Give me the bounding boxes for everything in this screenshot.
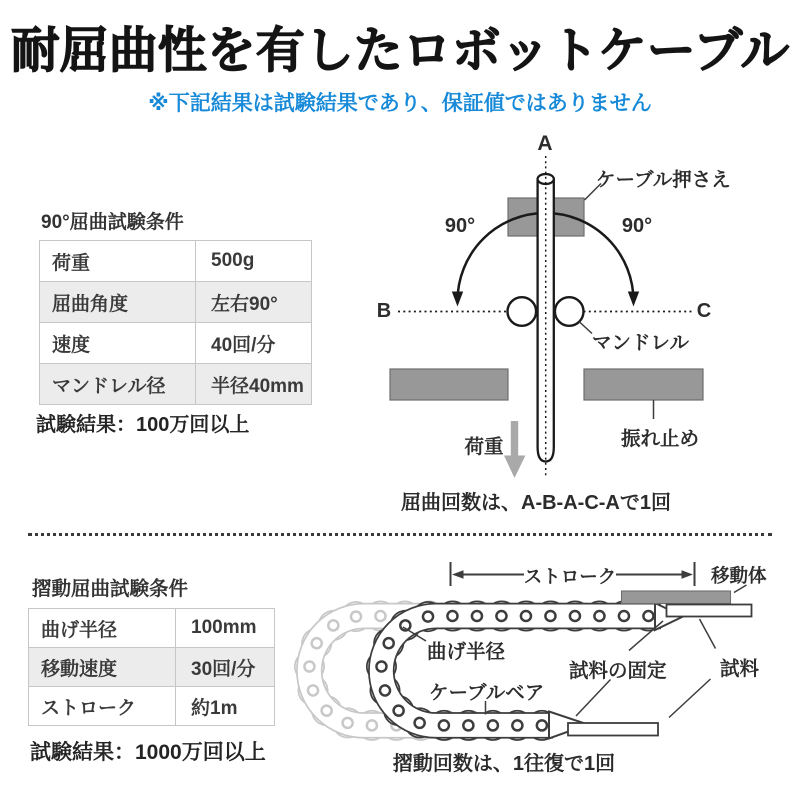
point-a-label: A xyxy=(537,132,553,155)
steady-rest-left xyxy=(390,369,508,400)
mandrel-left xyxy=(508,297,537,326)
cable-carrier-label: ケーブルベア xyxy=(429,682,545,704)
table-row xyxy=(40,364,312,405)
sample-plate-bottom xyxy=(568,723,658,736)
sample-label: 試料 xyxy=(720,658,760,680)
moving-body-block xyxy=(622,591,731,604)
bend-test-result: 試験結果：100万回以上 xyxy=(36,414,250,436)
condition-label: 荷重 xyxy=(40,241,196,282)
table-row xyxy=(29,609,275,648)
cable-clamp-label: ケーブル押さえ xyxy=(596,169,731,191)
sample-fixing-pointer-bottom xyxy=(576,680,611,717)
slide-test-result: 試験結果：1000万回以上 xyxy=(30,741,266,764)
slide-test-heading: 摺動屈曲試験条件 xyxy=(32,578,189,600)
arc-arrow-right-icon xyxy=(628,292,639,307)
bend-test-heading: 90°屈曲試験条件 xyxy=(41,212,184,233)
condition-value: 左右90° xyxy=(196,282,312,323)
mandrel-label: マンドレル xyxy=(592,332,690,354)
condition-label: ストローク xyxy=(29,687,176,726)
table-row xyxy=(40,323,312,364)
condition-label: 速度 xyxy=(40,323,196,364)
angle-right-label: 90° xyxy=(621,215,653,237)
load-arrow-shaft xyxy=(511,421,518,456)
mandrel-pointer xyxy=(579,322,592,334)
table-row xyxy=(29,648,275,687)
table-row xyxy=(29,687,275,726)
cable-body xyxy=(538,179,554,462)
bend-radius-label: 曲げ半径 xyxy=(427,641,506,663)
condition-value: 500g xyxy=(196,241,312,282)
condition-label: 曲げ半径 xyxy=(29,609,176,648)
condition-value: 半径40mm xyxy=(196,364,312,405)
condition-value: 40回/分 xyxy=(196,323,312,364)
condition-value: 約1m xyxy=(176,687,275,726)
angle-left-label: 90° xyxy=(444,215,476,237)
moving-body-label: 移動体 xyxy=(711,565,767,586)
load-arrow-icon xyxy=(504,456,525,479)
page-title: 耐屈曲性を有したロボットケーブル xyxy=(10,24,790,78)
condition-label: マンドレル径 xyxy=(40,364,196,405)
slide-count-caption: 摺動回数は、1往復で1回 xyxy=(392,753,616,775)
condition-value: 100mm xyxy=(176,609,275,648)
load-label: 荷重 xyxy=(464,436,504,458)
condition-label: 移動速度 xyxy=(29,648,176,687)
condition-label: 屈曲角度 xyxy=(40,282,196,323)
condition-value: 30回/分 xyxy=(176,648,275,687)
steady-rest-label: 振れ止め xyxy=(620,428,700,450)
arc-arrow-left-icon xyxy=(452,292,463,307)
table-row xyxy=(40,241,312,282)
disclaimer-note: ※下記結果は試験結果であり、保証値ではありません xyxy=(148,92,652,115)
cable-carrier-ghost xyxy=(309,616,589,725)
bend-test-conditions-table xyxy=(39,240,312,405)
section-divider xyxy=(28,533,772,536)
bend-count-caption: 屈曲回数は、A-B-A-C-Aで1回 xyxy=(401,492,671,514)
slide-test-conditions-table xyxy=(28,608,275,726)
table-row xyxy=(40,282,312,323)
stroke-arrow-left-icon xyxy=(452,570,464,579)
sample-plate-top xyxy=(667,605,752,617)
point-c-label: C xyxy=(696,300,712,322)
stroke-label: ストローク xyxy=(523,566,617,587)
sample-fixing-label: 試料の固定 xyxy=(569,660,667,682)
sample-pointer-bottom xyxy=(669,679,711,718)
steady-rest-right xyxy=(584,369,703,400)
sample-pointer-top xyxy=(700,619,716,649)
point-b-label: B xyxy=(376,300,392,322)
stroke-arrow-right-icon xyxy=(682,570,694,579)
